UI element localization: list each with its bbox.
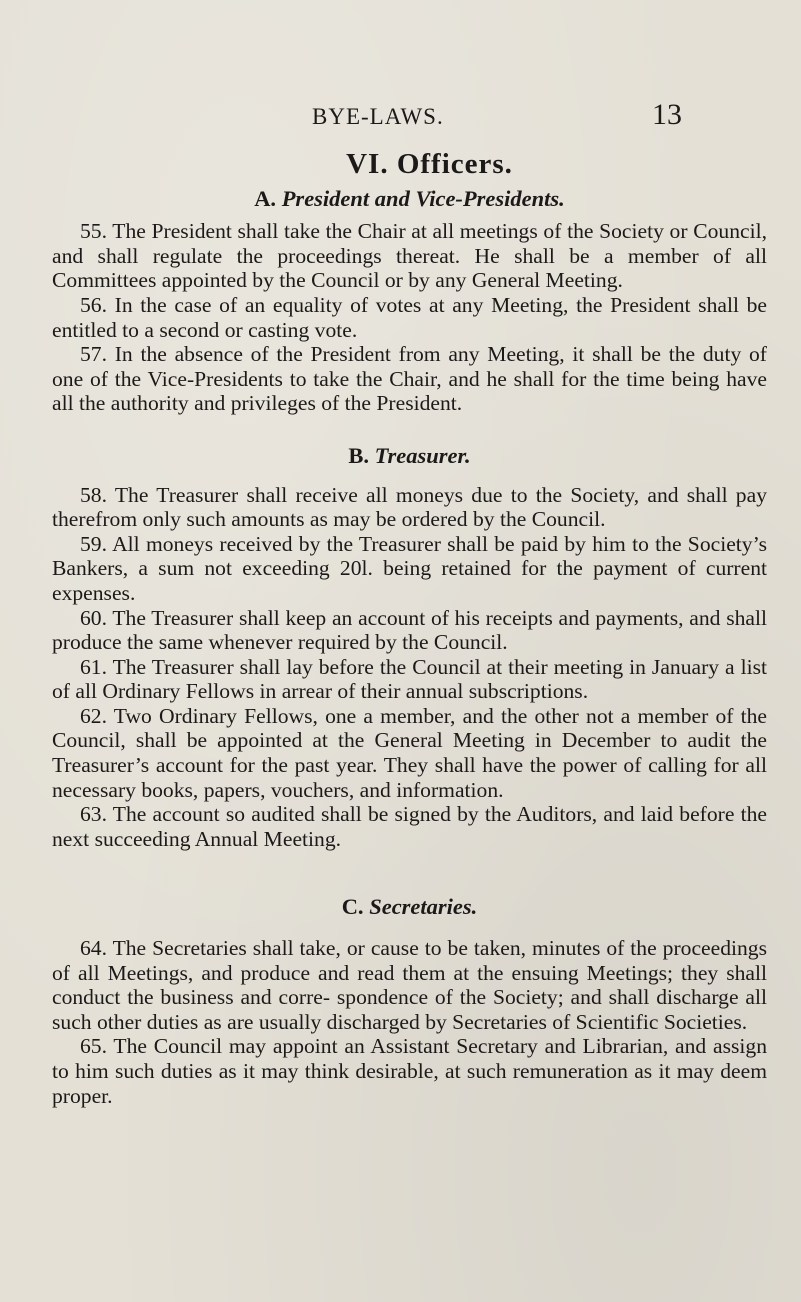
subsection-letter: B. [348, 442, 369, 468]
subsection-title: Treasurer. [374, 442, 471, 468]
subsection-title: Secretaries. [369, 894, 478, 920]
subsection-heading-c [52, 895, 767, 920]
bye-law-60: 60. The Treasurer shall keep an account of his receipts and payments, and shall produce the same whenever required by the Council. [52, 605, 767, 655]
bye-law-61: 61. The Treasurer shall lay before the Council at their meeting in January a list of all Ordinary Fellows in arrear of their annual subscriptions. [52, 654, 767, 704]
bye-law-62: 62. Two Ordinary Fellows, one a member, and the other not a member of the Council, shall be appointed at the General Meeting in December to audit the Treasurer’s account for the past year. They shall have the power of calling for all necessary books, papers, vouchers, and information. [52, 703, 767, 802]
bye-law-55: 55. The President shall take the Chair at all meetings of the Society or Council, and shall regulate the proceedings thereat. He shall be a member of all Committees appointed by the Council or by any General Meeting. [52, 219, 767, 293]
bye-law-63: 63. The account so audited shall be signed by the Auditors, and laid before the next succeeding Annual Meeting. [52, 802, 767, 851]
subsection-heading-a [52, 187, 767, 212]
running-head: BYE-LAWS. [312, 104, 444, 129]
bye-law-64: 64. The Secretaries shall take, or cause to be taken, minutes of the proceedings of all Meetings, and produce and read them at the ensuing Meetings; they shall conduct the business and corre- spondence of the Society; and shall discharge all such other duties as are usually discharged by Secretaries of Scientific Societies. [52, 936, 767, 1034]
subsection-heading-b [52, 444, 767, 469]
bye-law-57: 57. In the absence of the President from any Meeting, it shall be the duty of one of the Vice-Presidents to take the Chair, and he shall for the time being have all the authority and privileges of the President. [52, 342, 767, 416]
bye-law-65: 65. The Council may appoint an Assistant Secretary and Librarian, and assign to him such duties as it may think desirable, at such remuneration as it may deem proper. [52, 1034, 767, 1108]
subsection-title: President and Vice-Presidents. [281, 185, 565, 211]
page-number: 13 [652, 98, 682, 131]
section-heading: VI. Officers. [346, 148, 513, 180]
subsection-letter: A. [254, 185, 277, 211]
bye-law-56: 56. In the case of an equality of votes at any Meeting, the President shall be entitled to a second or casting vote. [52, 292, 767, 342]
subsection-letter: C. [341, 894, 364, 920]
bye-law-59: 59. All moneys received by the Treasurer shall be paid by him to the Society’s Bankers, a sum not exceeding 20l. being retained for the payment of current expenses. [52, 531, 767, 605]
bye-law-58: 58. The Treasurer shall receive all moneys due to the Society, and shall pay therefrom only such amounts as may be ordered by the Council. [52, 482, 767, 532]
body-text [52, 148, 767, 1108]
